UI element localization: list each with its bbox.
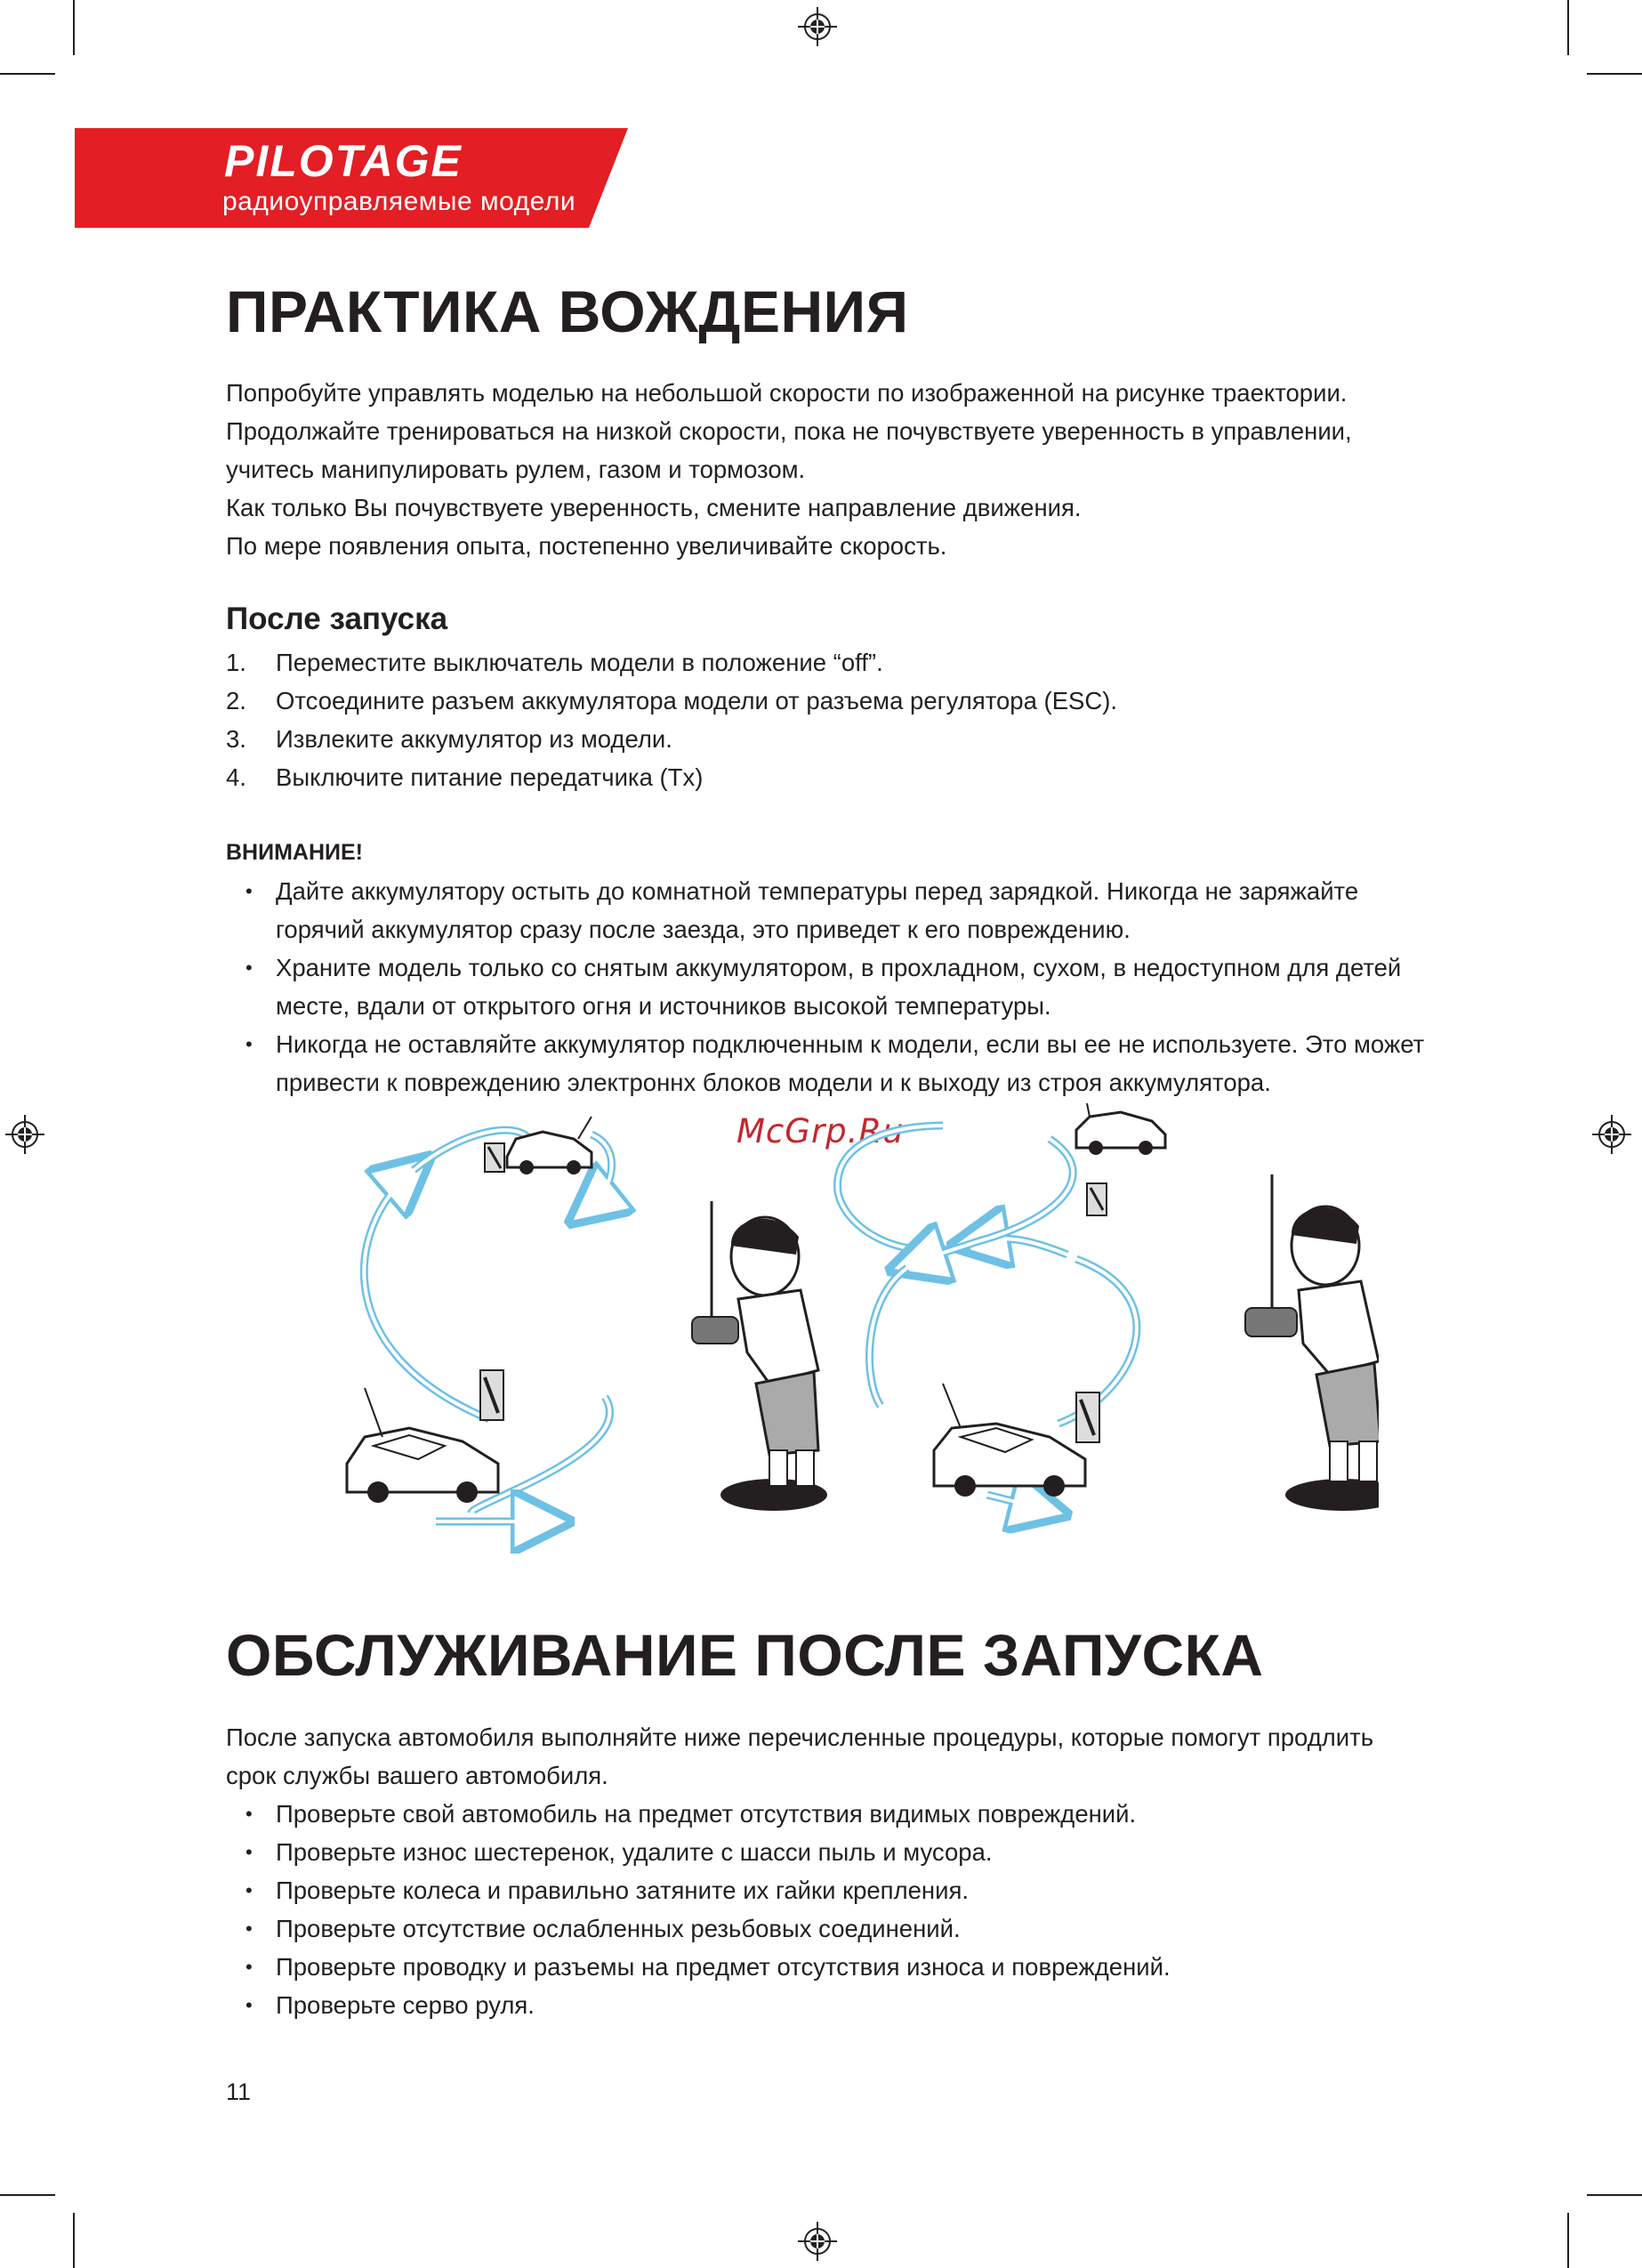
step-text: Отсоедините разъем аккумулятора модели от разъема регулятора (ESC). — [276, 687, 1118, 714]
section-title-driving-practice: ПРАКТИКА ВОЖДЕНИЯ — [226, 278, 909, 344]
intro-line: После запуска автомобиля выполняйте ниже перечисленные процедуры, которые помогут продлить — [226, 1723, 1374, 1751]
check-text: Проверьте свой автомобиль на предмет отсутствия видимых повреждений. — [276, 1800, 1137, 1828]
list-item — [245, 1833, 1171, 1871]
warning-line: Никогда не оставляйте аккумулятор подключенным к модели, если вы ее не используете. Это может — [276, 1030, 1425, 1058]
registration-mark-icon — [1592, 1115, 1631, 1154]
step-text: Выключите питание передатчика (Tx) — [276, 763, 704, 791]
step-number: 3. — [226, 725, 246, 753]
obstacle-can-icon — [1087, 1183, 1107, 1215]
figure-eight-track-diagram — [838, 1103, 1379, 1511]
warning-title: ВНИМАНИЕ! — [226, 840, 363, 865]
list-item — [245, 948, 1424, 1025]
registration-mark-icon — [798, 2222, 837, 2261]
check-text: Проверьте отсутствие ослабленных резьбовых соединений. — [276, 1915, 961, 1942]
bullet-icon: • — [245, 1879, 253, 1901]
crop-mark — [0, 73, 55, 75]
child-with-transmitter-icon — [692, 1201, 827, 1511]
intro-line: По мере появления опыта, постепенно увеличивайте скорость. — [226, 532, 947, 560]
page-number: 11 — [226, 2078, 252, 2105]
bullet-icon: • — [245, 1917, 253, 1940]
step-number: 4. — [226, 763, 246, 791]
brand-subtitle: радиоуправляемые модели — [222, 187, 576, 216]
child-with-transmitter-icon — [1245, 1174, 1379, 1511]
check-text: Проверьте износ шестеренок, удалите с шасси пыль и мусора. — [276, 1838, 993, 1866]
crop-mark — [73, 0, 75, 55]
warning-line: привести к повреждению электроннх блоков модели и к выходу из строя аккумулятора. — [276, 1069, 1271, 1096]
intro-line: Попробуйте управлять моделью на небольшой скорости по изображенной на рисунке траектории. — [226, 379, 1348, 407]
obstacle-can-icon — [1076, 1392, 1099, 1442]
registration-mark-icon — [5, 1115, 44, 1154]
bullet-icon: • — [245, 1841, 253, 1863]
list-item — [245, 872, 1424, 948]
step-number: 2. — [226, 687, 246, 714]
bullet-icon: • — [245, 880, 253, 902]
after-launch-heading: После запуска — [226, 601, 448, 636]
warning-line: горячий аккумулятор сразу после заезда, это приведет к его повреждению. — [276, 916, 1131, 943]
warning-line: Храните модель только со снятым аккумулятором, в прохладном, сухом, в недоступном для детей — [276, 954, 1402, 981]
warning-list — [245, 872, 1424, 1102]
bullet-icon: • — [245, 1994, 253, 2016]
list-item — [245, 1871, 1171, 1909]
check-text: Проверьте серво руля. — [276, 1991, 535, 2019]
section-title-maintenance: ОБСЛУЖИВАНИЕ ПОСЛЕ ЗАПУСКА — [226, 1622, 1264, 1688]
list-item — [245, 1909, 1171, 1948]
crop-mark — [1567, 0, 1569, 55]
step-number: 1. — [226, 649, 246, 676]
list-item — [245, 1025, 1424, 1102]
brand-logo: PILOTAGE — [224, 136, 463, 186]
intro-line: Как только Вы почувствуете уверенность, смените направление движения. — [226, 494, 1082, 521]
brand-banner — [75, 128, 628, 228]
watermark: McGrp.Ru — [736, 1112, 905, 1150]
registration-mark-icon — [798, 7, 837, 46]
warning-line: месте, вдали от открытого огня и источников высокой температуры. — [276, 992, 1051, 1020]
list-item — [245, 1948, 1171, 1986]
obstacle-can-icon — [480, 1370, 503, 1420]
bullet-icon: • — [245, 1033, 253, 1055]
circle-track-diagram — [347, 1117, 827, 1521]
intro-line: Продолжайте тренироваться на низкой скорости, пока не почувствуете уверенность в управлении, — [226, 417, 1352, 445]
step-text: Извлеките аккумулятор из модели. — [276, 725, 672, 753]
crop-mark — [73, 2213, 75, 2268]
intro-line: срок службы вашего автомобиля. — [226, 1762, 608, 1789]
list-item — [245, 1986, 1171, 2024]
crop-mark — [1567, 2213, 1569, 2268]
obstacle-can-icon — [485, 1143, 504, 1172]
check-text: Проверьте проводку и разъемы на предмет отсутствия износа и повреждений. — [276, 1953, 1171, 1981]
driving-trajectory-illustration — [329, 1103, 1379, 1575]
step-text: Переместите выключатель модели в положение “off”. — [276, 649, 883, 676]
maintenance-intro — [226, 1718, 1507, 1795]
rc-car-icon — [934, 1384, 1085, 1497]
maintenance-checklist — [245, 1795, 1171, 2024]
rc-car-icon — [507, 1117, 592, 1174]
crop-mark — [1587, 2194, 1642, 2196]
bullet-icon: • — [245, 1956, 253, 1978]
driving-intro — [226, 374, 1507, 565]
intro-line: учитесь манипулировать рулем, газом и тормозом. — [226, 456, 806, 483]
rc-car-icon — [1076, 1103, 1165, 1155]
check-text: Проверьте колеса и правильно затяните их гайки крепления. — [276, 1877, 969, 1904]
bullet-icon: • — [245, 956, 253, 979]
rc-car-icon — [347, 1388, 498, 1503]
crop-mark — [0, 2194, 55, 2196]
bullet-icon: • — [245, 1803, 253, 1825]
list-item — [245, 1795, 1171, 1833]
warning-line: Дайте аккумулятору остыть до комнатной температуры перед зарядкой. Никогда не заряжайте — [276, 877, 1359, 905]
crop-mark — [1587, 73, 1642, 75]
